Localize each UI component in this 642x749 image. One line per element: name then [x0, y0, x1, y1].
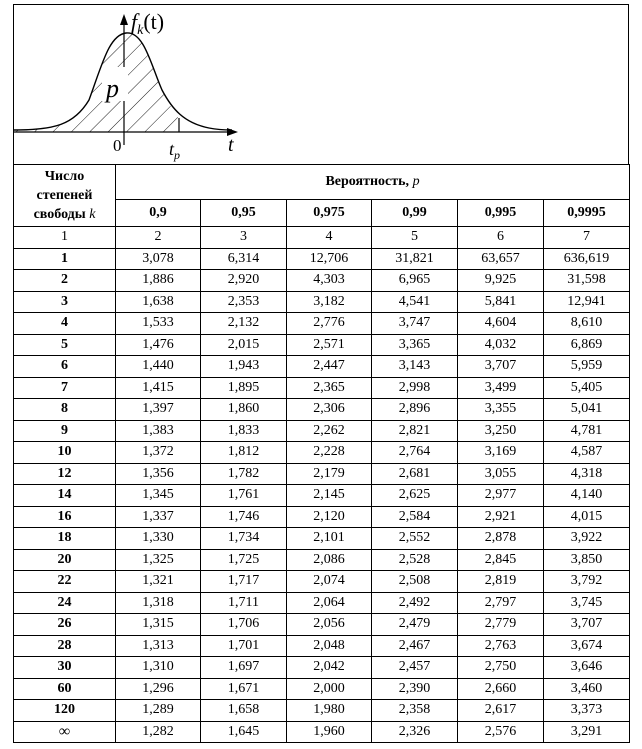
critical-value-cell: 2,920 [201, 270, 287, 292]
critical-value-cell: 12,941 [544, 291, 630, 313]
table-row [14, 291, 630, 313]
y-axis-arrow [120, 14, 128, 25]
critical-value-cell: 1,658 [201, 700, 287, 722]
critical-value-cell: 2,896 [372, 399, 458, 421]
degrees-of-freedom-cell: 24 [14, 592, 116, 614]
column-number: 1 [14, 227, 116, 249]
critical-value-cell: 2,821 [372, 420, 458, 442]
critical-value-cell: 4,604 [458, 313, 544, 335]
tp-label: $t_p$ [169, 139, 181, 162]
critical-value-cell: 3,922 [544, 528, 630, 550]
table-row [14, 528, 630, 550]
table-row [14, 356, 630, 378]
critical-value-cell: 1,711 [201, 592, 287, 614]
probability-column-header: 0,99 [372, 200, 458, 227]
critical-value-cell: 2,447 [287, 356, 372, 378]
density-plot [14, 5, 630, 165]
critical-value-cell: 1,717 [201, 571, 287, 593]
critical-value-cell: 4,587 [544, 442, 630, 464]
critical-value-cell: 2,998 [372, 377, 458, 399]
critical-value-cell: 2,764 [372, 442, 458, 464]
critical-value-cell: 2,015 [201, 334, 287, 356]
table-row [14, 506, 630, 528]
table-row [14, 721, 630, 743]
critical-value-cell: 5,841 [458, 291, 544, 313]
critical-value-cell: 3,460 [544, 678, 630, 700]
degrees-of-freedom-cell: 22 [14, 571, 116, 593]
critical-value-cell: 2,797 [458, 592, 544, 614]
critical-value-cell: 1,980 [287, 700, 372, 722]
critical-value-cell: 1,289 [116, 700, 201, 722]
critical-value-cell: 2,306 [287, 399, 372, 421]
probability-column-header: 0,9 [116, 200, 201, 227]
degrees-of-freedom-cell: 18 [14, 528, 116, 550]
critical-value-cell: 2,358 [372, 700, 458, 722]
critical-value-cell: 1,960 [287, 721, 372, 743]
critical-value-cell: 636,619 [544, 248, 630, 270]
critical-value-cell: 1,886 [116, 270, 201, 292]
critical-value-cell: 2,571 [287, 334, 372, 356]
critical-value-cell: 31,598 [544, 270, 630, 292]
critical-value-cell: 2,120 [287, 506, 372, 528]
origin-label: 0 [113, 136, 122, 155]
critical-value-cell: 3,646 [544, 657, 630, 679]
critical-value-cell: 1,645 [201, 721, 287, 743]
degrees-of-freedom-cell: 12 [14, 463, 116, 485]
degrees-of-freedom-cell: 20 [14, 549, 116, 571]
critical-value-cell: 3,355 [458, 399, 544, 421]
critical-value-cell: 2,921 [458, 506, 544, 528]
critical-value-cell: 1,860 [201, 399, 287, 421]
critical-value-cell: 1,313 [116, 635, 201, 657]
critical-value-cell: 1,734 [201, 528, 287, 550]
critical-value-cell: 4,781 [544, 420, 630, 442]
critical-value-cell: 1,761 [201, 485, 287, 507]
critical-value-cell: 2,074 [287, 571, 372, 593]
critical-value-cell: 1,372 [116, 442, 201, 464]
table-row [14, 592, 630, 614]
degrees-of-freedom-cell: 10 [14, 442, 116, 464]
critical-value-cell: 5,405 [544, 377, 630, 399]
probability-column-header: 0,975 [287, 200, 372, 227]
critical-value-cell: 2,625 [372, 485, 458, 507]
critical-value-cell: 2,467 [372, 635, 458, 657]
critical-value-cell: 2,064 [287, 592, 372, 614]
critical-value-cell: 1,356 [116, 463, 201, 485]
critical-value-cell: 3,850 [544, 549, 630, 571]
degrees-of-freedom-cell: 30 [14, 657, 116, 679]
critical-value-cell: 2,779 [458, 614, 544, 636]
degrees-of-freedom-cell: 28 [14, 635, 116, 657]
critical-value-cell: 4,318 [544, 463, 630, 485]
area-label: p [106, 74, 119, 103]
critical-value-cell: 3,747 [372, 313, 458, 335]
critical-value-cell: 2,365 [287, 377, 372, 399]
column-number-row [14, 227, 630, 249]
column-number: 7 [544, 227, 630, 249]
table-row [14, 420, 630, 442]
critical-value-cell: 1,782 [201, 463, 287, 485]
degrees-of-freedom-cell: 16 [14, 506, 116, 528]
critical-value-cell: 3,707 [544, 614, 630, 636]
critical-value-cell: 2,101 [287, 528, 372, 550]
critical-value-cell: 8,610 [544, 313, 630, 335]
critical-value-cell: 3,291 [544, 721, 630, 743]
critical-value-cell: 6,965 [372, 270, 458, 292]
table-row [14, 678, 630, 700]
critical-value-cell: 63,657 [458, 248, 544, 270]
probability-column-header: 0,9995 [544, 200, 630, 227]
table-row [14, 549, 630, 571]
critical-value-cell: 4,303 [287, 270, 372, 292]
critical-value-cell: 2,617 [458, 700, 544, 722]
critical-value-cell: 2,660 [458, 678, 544, 700]
critical-value-cell: 1,345 [116, 485, 201, 507]
degrees-of-freedom-cell: 8 [14, 399, 116, 421]
table-row [14, 614, 630, 636]
table-row [14, 313, 630, 335]
critical-value-cell: 6,314 [201, 248, 287, 270]
critical-value-cell: 3,674 [544, 635, 630, 657]
probability-column-header: 0,95 [201, 200, 287, 227]
t-distribution-table [13, 164, 630, 743]
critical-value-cell: 4,015 [544, 506, 630, 528]
critical-value-cell: 3,373 [544, 700, 630, 722]
degrees-of-freedom-cell: 1 [14, 248, 116, 270]
critical-value-cell: 1,697 [201, 657, 287, 679]
critical-value-cell: 2,048 [287, 635, 372, 657]
critical-value-cell: 2,228 [287, 442, 372, 464]
critical-value-cell: 1,943 [201, 356, 287, 378]
critical-value-cell: 2,819 [458, 571, 544, 593]
critical-value-cell: 2,479 [372, 614, 458, 636]
critical-value-cell: 2,528 [372, 549, 458, 571]
column-number: 6 [458, 227, 544, 249]
degrees-of-freedom-cell: 6 [14, 356, 116, 378]
column-number: 3 [201, 227, 287, 249]
critical-value-cell: 2,681 [372, 463, 458, 485]
critical-value-cell: 31,821 [372, 248, 458, 270]
critical-value-cell: 2,763 [458, 635, 544, 657]
x-axis-label: t [228, 134, 234, 156]
degrees-of-freedom-cell: 26 [14, 614, 116, 636]
page [13, 4, 629, 743]
critical-value-cell: 3,250 [458, 420, 544, 442]
critical-value-cell: 1,383 [116, 420, 201, 442]
critical-value-cell: 2,776 [287, 313, 372, 335]
critical-value-cell: 2,750 [458, 657, 544, 679]
critical-value-cell: 2,000 [287, 678, 372, 700]
degrees-of-freedom-cell: 2 [14, 270, 116, 292]
critical-value-cell: 2,845 [458, 549, 544, 571]
critical-value-cell: 3,499 [458, 377, 544, 399]
critical-value-cell: 12,706 [287, 248, 372, 270]
critical-value-cell: 4,140 [544, 485, 630, 507]
critical-value-cell: 3,055 [458, 463, 544, 485]
critical-value-cell: 1,706 [201, 614, 287, 636]
critical-value-cell: 4,541 [372, 291, 458, 313]
probability-header: Вероятность, p [116, 165, 630, 200]
table-row [14, 657, 630, 679]
degrees-of-freedom-cell: 3 [14, 291, 116, 313]
critical-value-cell: 1,415 [116, 377, 201, 399]
table-row [14, 635, 630, 657]
critical-value-cell: 1,725 [201, 549, 287, 571]
table-row [14, 399, 630, 421]
degrees-of-freedom-cell: 60 [14, 678, 116, 700]
critical-value-cell: 1,296 [116, 678, 201, 700]
critical-value-cell: 1,476 [116, 334, 201, 356]
degrees-of-freedom-cell: 5 [14, 334, 116, 356]
critical-value-cell: 1,895 [201, 377, 287, 399]
y-axis-label: $f_k(t)$ [131, 9, 165, 38]
degrees-of-freedom-cell: 120 [14, 700, 116, 722]
table-row [14, 377, 630, 399]
critical-value-cell: 6,869 [544, 334, 630, 356]
critical-value-cell: 2,492 [372, 592, 458, 614]
critical-value-cell: 2,086 [287, 549, 372, 571]
critical-value-cell: 2,977 [458, 485, 544, 507]
critical-value-cell: 2,132 [201, 313, 287, 335]
critical-value-cell: 3,182 [287, 291, 372, 313]
critical-value-cell: 3,078 [116, 248, 201, 270]
table-row [14, 571, 630, 593]
k-header: Число степеней свободы k [14, 165, 116, 227]
critical-value-cell: 2,042 [287, 657, 372, 679]
critical-value-cell: 1,397 [116, 399, 201, 421]
critical-value-cell: 3,792 [544, 571, 630, 593]
critical-value-cell: 2,056 [287, 614, 372, 636]
critical-value-cell: 1,812 [201, 442, 287, 464]
table-row [14, 485, 630, 507]
critical-value-cell: 1,325 [116, 549, 201, 571]
degrees-of-freedom-cell: 7 [14, 377, 116, 399]
table-row [14, 334, 630, 356]
degrees-of-freedom-cell: 4 [14, 313, 116, 335]
critical-value-cell: 1,330 [116, 528, 201, 550]
column-number: 4 [287, 227, 372, 249]
column-number: 2 [116, 227, 201, 249]
critical-value-cell: 5,959 [544, 356, 630, 378]
critical-value-cell: 1,310 [116, 657, 201, 679]
critical-value-cell: 1,321 [116, 571, 201, 593]
critical-value-cell: 2,262 [287, 420, 372, 442]
critical-value-cell: 1,533 [116, 313, 201, 335]
critical-value-cell: 9,925 [458, 270, 544, 292]
table-row [14, 248, 630, 270]
critical-value-cell: 1,701 [201, 635, 287, 657]
table-row [14, 700, 630, 722]
critical-value-cell: 2,390 [372, 678, 458, 700]
degrees-of-freedom-cell: 9 [14, 420, 116, 442]
critical-value-cell: 1,833 [201, 420, 287, 442]
degrees-of-freedom-cell: ∞ [14, 721, 116, 743]
table-row [14, 463, 630, 485]
critical-value-cell: 2,878 [458, 528, 544, 550]
critical-value-cell: 2,584 [372, 506, 458, 528]
critical-value-cell: 2,508 [372, 571, 458, 593]
table-row [14, 442, 630, 464]
critical-value-cell: 5,041 [544, 399, 630, 421]
critical-value-cell: 1,315 [116, 614, 201, 636]
distribution-figure [13, 4, 629, 164]
critical-value-cell: 1,671 [201, 678, 287, 700]
critical-value-cell: 3,745 [544, 592, 630, 614]
critical-value-cell: 3,143 [372, 356, 458, 378]
critical-value-cell: 1,337 [116, 506, 201, 528]
critical-value-cell: 1,440 [116, 356, 201, 378]
critical-value-cell: 2,576 [458, 721, 544, 743]
column-number: 5 [372, 227, 458, 249]
critical-value-cell: 3,365 [372, 334, 458, 356]
critical-value-cell: 1,318 [116, 592, 201, 614]
critical-value-cell: 1,282 [116, 721, 201, 743]
critical-value-cell: 2,326 [372, 721, 458, 743]
critical-value-cell: 2,353 [201, 291, 287, 313]
critical-value-cell: 4,032 [458, 334, 544, 356]
critical-value-cell: 2,179 [287, 463, 372, 485]
critical-value-cell: 3,707 [458, 356, 544, 378]
critical-value-cell: 2,552 [372, 528, 458, 550]
table-body [14, 248, 630, 743]
probability-column-header: 0,995 [458, 200, 544, 227]
critical-value-cell: 2,145 [287, 485, 372, 507]
critical-value-cell: 1,746 [201, 506, 287, 528]
critical-value-cell: 2,457 [372, 657, 458, 679]
critical-value-cell: 3,169 [458, 442, 544, 464]
degrees-of-freedom-cell: 14 [14, 485, 116, 507]
critical-value-cell: 1,638 [116, 291, 201, 313]
table-row [14, 270, 630, 292]
